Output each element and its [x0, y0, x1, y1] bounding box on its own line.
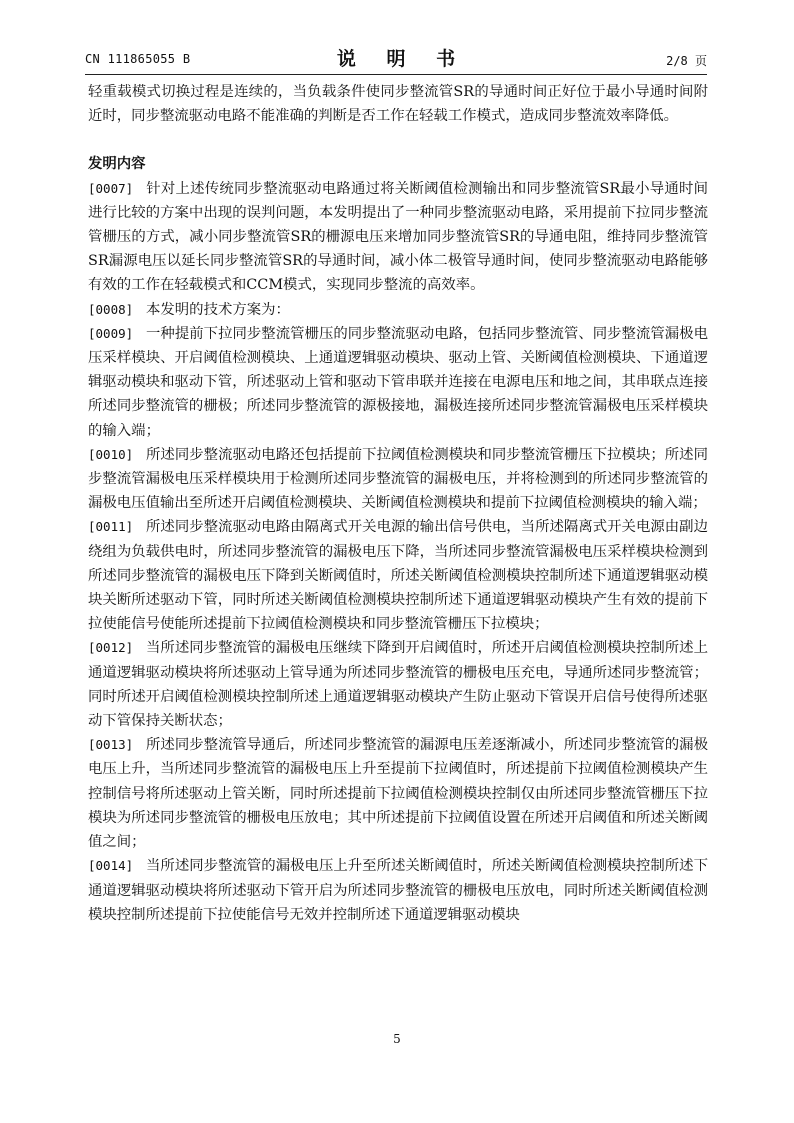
paragraph-0013: [88, 733, 708, 854]
section-heading: 发明内容: [88, 156, 146, 173]
paragraph-text: 一种提前下拉同步整流管栅压的同步整流驱动电路，包括同步整流管、同步整流管漏极电压采样模块、开启阈值检测模块、上通道逻辑驱动模块、驱动上管、关断阈值检测模块、下通道逻辑驱动模块和驱动下管，所述驱动上管和驱动下管串联并连接在电源电压和地之间，其串联点连接所述同步整流管的栅极；所述同步整流管的源极接地，漏极连接所述同步整流管漏极电压采样模块的输入端；: [88, 325, 708, 439]
paragraph-0010: [88, 443, 708, 516]
paragraph-number: [0014]: [88, 858, 134, 874]
paragraph-text: 当所述同步整流管的漏极电压上升至所述关断阈值时，所述关断阈值检测模块控制所述下通道逻辑驱动模块将所述驱动下管开启为所述同步整流管的栅极电压放电，同时所述关断阈值检测模块控制所述提前下拉使能信号无效并控制所述下通道逻辑驱动模块: [88, 858, 708, 923]
page-header: [85, 44, 707, 74]
intro-paragraph: 轻重载模式切换过程是连续的，当负载条件使同步整流管SR的导通时间正好位于最小导通时间附近时，同步整流驱动电路不能准确的判断是否工作在轻载工作模式，造成同步整流效率降低。: [88, 84, 708, 125]
paragraph-number: [0010]: [88, 446, 134, 462]
paragraph-number: [0011]: [88, 519, 134, 535]
paragraph-text: 本发明的技术方案为：: [146, 301, 290, 318]
document-body: [88, 80, 708, 927]
paragraph-text: 所述同步整流驱动电路还包括提前下拉阈值检测模块和同步整流管栅压下拉模块；所述同步整流管漏极电压采样模块用于检测所述同步整流管的漏极电压，并将检测到的所述同步整流管的漏极电压值输出至所述开启阈值检测模块、关断阈值检测模块和提前下拉阈值检测模块的输入端；: [88, 446, 708, 512]
page-number: 5: [393, 1032, 401, 1046]
paragraph-number: [0012]: [88, 640, 134, 656]
paragraph-0007: [88, 177, 708, 298]
paragraph-number: [0013]: [88, 737, 134, 753]
paragraph-number: [0009]: [88, 325, 134, 341]
paragraph-text: 当所述同步整流管的漏极电压继续下降到开启阈值时，所述开启阈值检测模块控制所述上通道逻辑驱动模块将所述驱动上管导通为所述同步整流管的栅极电压充电，导通所述同步整流管；同时所述开启阈值检测模块控制所述上通道逻辑驱动模块产生防止驱动下管误开启信号使得所述驱动下管保持关断状态；: [88, 640, 708, 730]
paragraph-0012: [88, 636, 708, 733]
publication-number: CN 111865055 B: [85, 52, 191, 66]
document-title: 说 明 书: [336, 48, 468, 70]
paragraph-0014: [88, 854, 708, 927]
paragraph-0009: [88, 322, 708, 443]
header-divider: [85, 74, 707, 75]
paragraph-text: 针对上述传统同步整流驱动电路通过将关断阈值检测输出和同步整流管SR最小导通时间进行比较的方案中出现的误判问题，本发明提出了一种同步整流驱动电路，采用提前下拉同步整流管栅压的方式，减小同步整流管SR的栅源电压来增加同步整流管SR的导通电阻，维持同步整流管SR漏源电压以延长同步整流管SR的导通时间，减小体二极管导通时间，使同步整流驱动电路能够有效的工作在轻载模式和CCM模式，实现同步整流的高效率。: [88, 180, 708, 294]
page-info: 2/8 页: [666, 54, 707, 68]
paragraph-text: 所述同步整流驱动电路由隔离式开关电源的输出信号供电，当所述隔离式开关电源由副边绕组为负载供电时，所述同步整流管的漏极电压下降，当所述同步整流管漏极电压采样模块检测到所述同步整流管的漏极电压下降到关断阈值时，所述关断阈值检测模块控制所述下通道逻辑驱动模块关断所述驱动下管，同时所述关断阈值检测模块控制所述下通道逻辑驱动模块产生有效的提前下拉使能信号使能所述提前下拉阈值检测模块和同步整流管栅压下拉模块；: [88, 519, 708, 633]
paragraph-text: 所述同步整流管导通后，所述同步整流管的漏源电压差逐渐减小，所述同步整流管的漏极电压上升，当所述同步整流管的漏极电压上升至提前下拉阈值时，所述提前下拉阈值检测模块产生控制信号将所述驱动上管关断，同时所述提前下拉阈值检测模块控制仅由所述同步整流管栅压下拉模块为所述同步整流管的栅极电压放电；其中所述提前下拉阈值设置在所述开启阈值和所述关断阈值之间；: [88, 737, 708, 851]
paragraph-number: [0007]: [88, 180, 134, 196]
paragraph-0011: [88, 515, 708, 636]
paragraph-0008: [88, 298, 708, 322]
paragraph-number: [0008]: [88, 301, 134, 317]
